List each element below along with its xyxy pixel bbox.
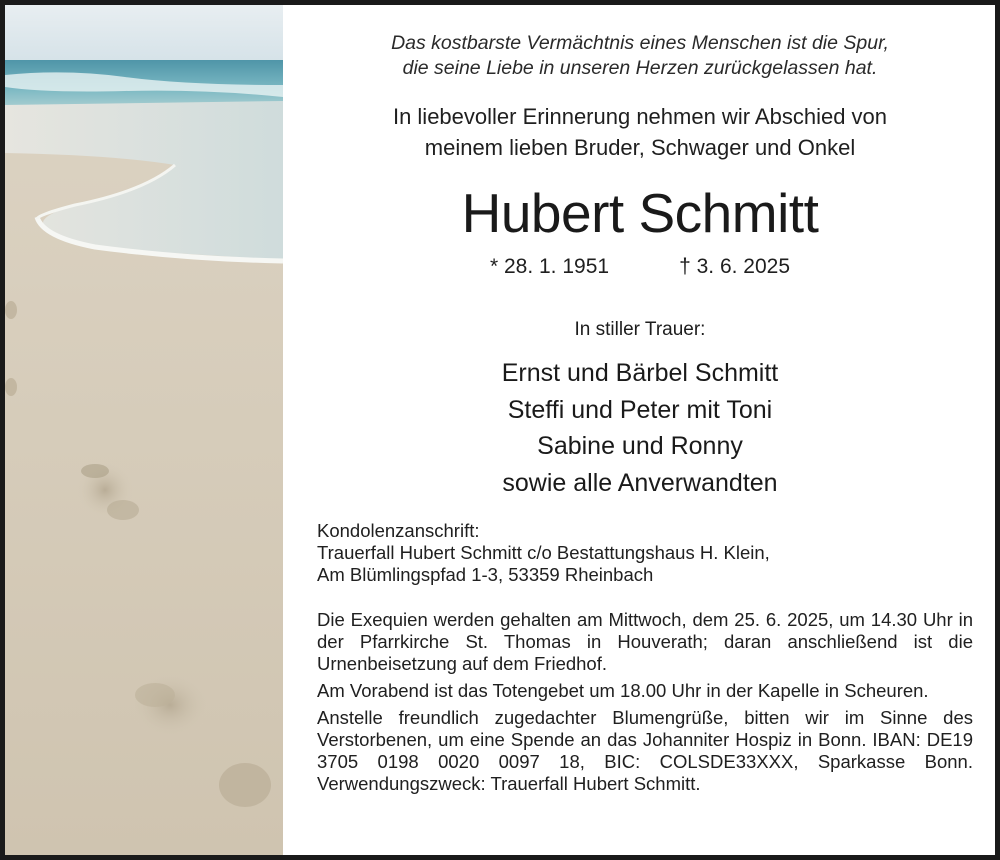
birth-date: * 28. 1. 1951 [489,255,610,278]
memorial-quote [305,31,975,81]
mourners-list [285,355,995,501]
mourner-entry: Steffi und Peter mit Toni [507,395,773,424]
quote-line-2: die seine Liebe in unseren Herzen zurückgelassen hat. [402,57,878,79]
notice-text-column [285,5,995,855]
mourner-entry: Sabine und Ronny [537,432,743,460]
condolence-label: Kondolenzanschrift: [317,520,480,541]
deceased-name: Hubert Schmitt [461,182,819,244]
farewell-intro [305,101,975,163]
mourner-entry: sowie alle Anverwandten [502,468,778,497]
mourning-label: In stiller Trauer: [574,319,706,340]
funeral-service-paragraph: Die Exequien werden gehalten am Mittwoch, dem 25. 6. 2025, um 14.30 Uhr in der Pfarrkirche St. Thomas in Houverath; daran anschließend ist die Urnenbeisetzung auf dem Friedhof. [317,609,973,674]
death-date: † 3. 6. 2025 [679,255,791,278]
intro-line-1: In liebevoller Erinnerung nehmen wir Abschied von [392,104,888,129]
funeral-details [317,609,973,800]
donation-paragraph: Anstelle freundlich zugedachter Blumengrüße, bitten wir im Sinne des Verstorbenen, um eine Spende an das Johanniter Hospiz in Bonn. IBAN: DE19 3705 0198 0020 0097 18, BIC: COLSDE33XXX, Sparkasse Bonn. Verwendungszweck: Trauerfall Hubert Schmitt. [317,707,973,794]
quote-line-1: Das kostbarste Vermächtnis eines Menschen ist die Spur, [391,32,889,54]
condolence-address [317,520,973,586]
condolence-line-2: Am Blümlingspfad 1-3, 53359 Rheinbach [317,564,654,585]
beach-footprints-image [5,5,283,855]
intro-line-2: meinem lieben Bruder, Schwager und Onkel [424,135,856,160]
vigil-prayer-paragraph: Am Vorabend ist das Totengebet um 18.00 Uhr in der Kapelle in Scheuren. [317,680,929,701]
condolence-line-1: Trauerfall Hubert Schmitt c/o Bestattungshaus H. Klein, [317,542,770,563]
life-dates [285,253,995,281]
mourner-entry: Ernst und Bärbel Schmitt [501,359,779,387]
